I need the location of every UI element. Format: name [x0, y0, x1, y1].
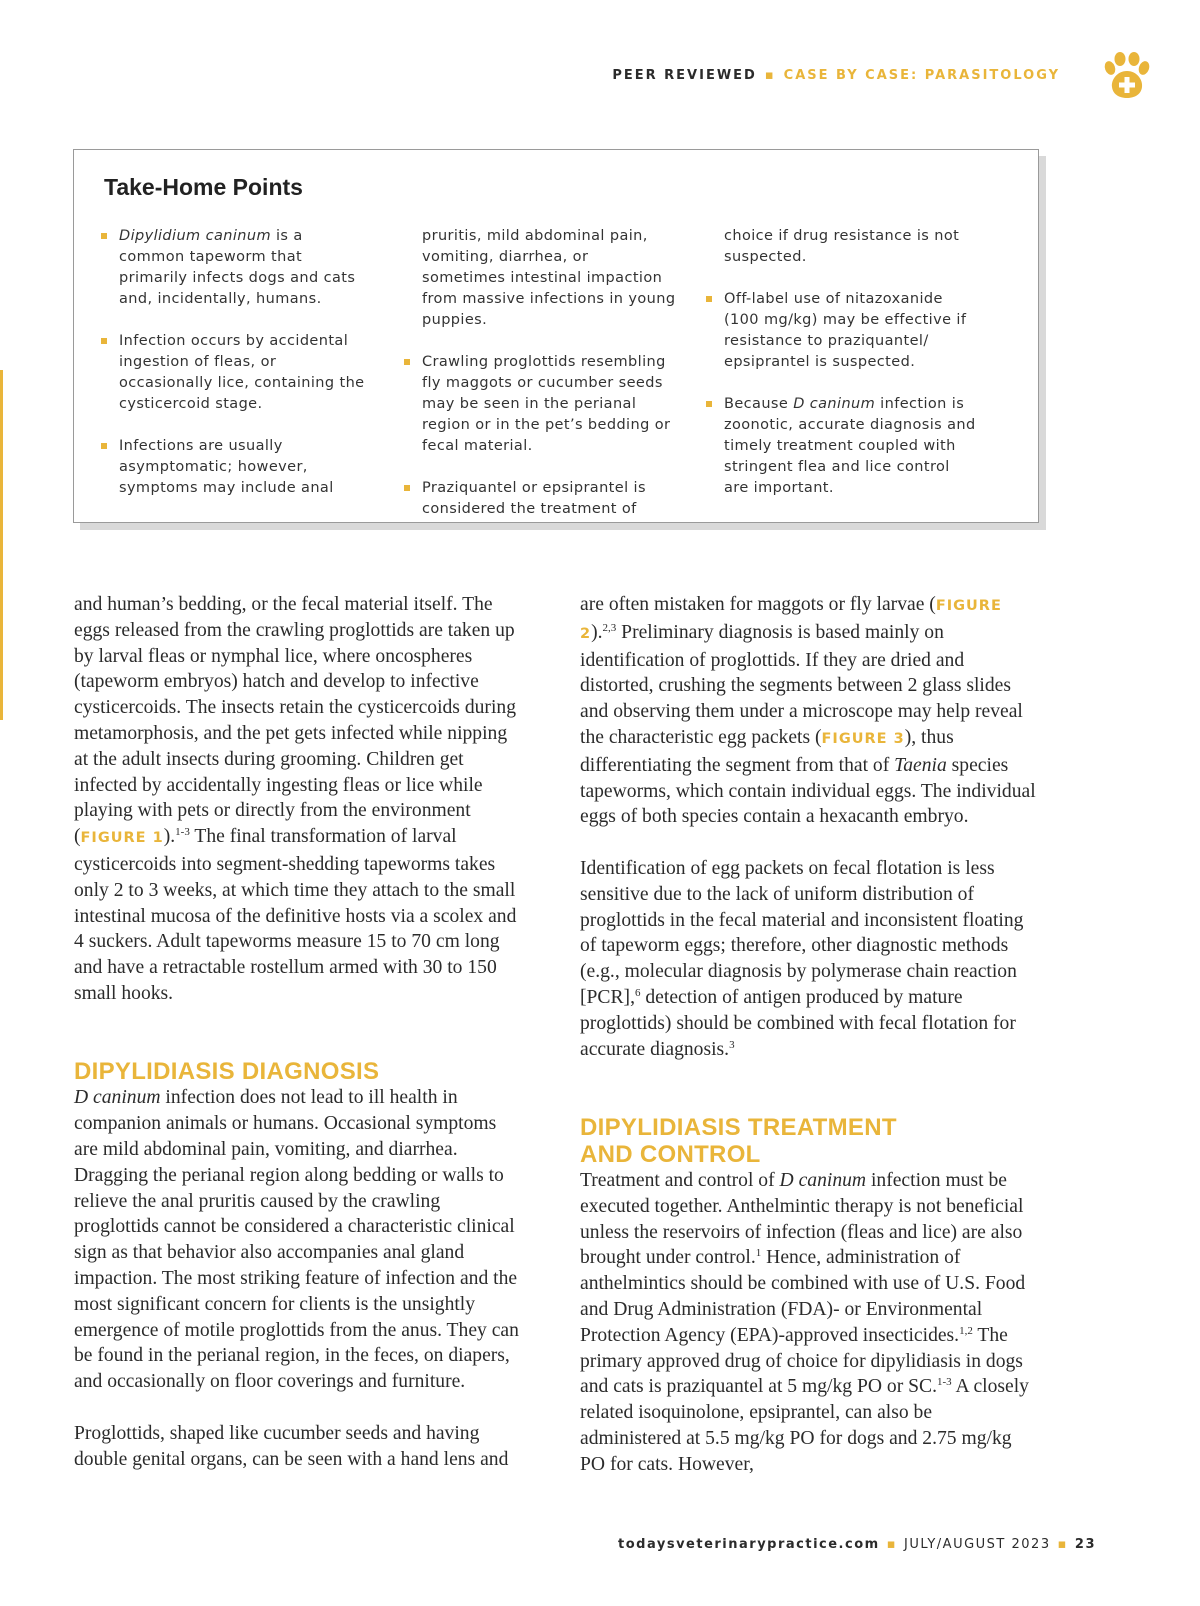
take-home-point-5-continued: choice if drug resistance is not suspected.: [724, 228, 960, 265]
citation-superscript: 2,3: [602, 621, 617, 634]
citation-superscript: 1-3: [936, 1376, 952, 1389]
take-home-column-3: [706, 226, 978, 520]
text-run: ).: [591, 621, 603, 643]
body-paragraph: [580, 856, 1036, 1062]
issue-date: JULY/AUGUST 2023: [904, 1537, 1051, 1552]
footer-separator: ▪: [1057, 1537, 1068, 1552]
text-run: Preliminary diagnosis is based mainly on identification of proglottids. If they are dried and distorted, crushing the segments between 2 glass slides and observing them under a microscope may help reveal the characteristic egg packets (: [580, 621, 1023, 748]
text-run: Hence, administration of anthelmintics should be combined with use of U.S. Food and Drug Administration (FDA)- or Environmental Protection Agency (EPA)-approved insecticides.: [580, 1247, 1026, 1346]
text-run: A closely related isoquinolone, epsiprantel, can also be administered at 5.5 mg/kg PO for dogs and 2.75 mg/kg PO for cats. However,: [580, 1376, 1029, 1475]
text-run: infection must be executed together. Anthelmintic therapy is not beneficial unless the reservoirs of infection (fleas and lice) are also brought under control.: [580, 1169, 1024, 1269]
section-label: CASE BY CASE: PARASITOLOGY: [783, 68, 1060, 83]
edge-accent-stripe: [0, 370, 3, 720]
figure-2-link[interactable]: FIGURE 2: [580, 598, 1002, 642]
take-home-point-1: [101, 226, 373, 310]
point-text: Because: [724, 396, 794, 412]
citation-superscript: 3: [729, 1038, 735, 1051]
header-separator: ▪: [764, 68, 776, 83]
body-paragraph: [580, 1168, 1036, 1478]
text-run: ), thus differentiating the segment from that of: [580, 726, 954, 776]
figure-1-link[interactable]: FIGURE 1: [80, 830, 164, 847]
species-name: Taenia: [894, 754, 947, 776]
diagnosis-heading: DIPYLIDIASIS DIAGNOSIS: [74, 1058, 380, 1086]
text-run: are often mistaken for maggots or fly larvae (: [580, 594, 936, 615]
text-run: and human’s bedding, or the fecal material itself. The eggs released from the crawling proglottids are taken up by larval fleas or nymphal lice, where oncospheres (tapeworm embryos) hatch and develop to infective cysticercoids. The insects retain the cysticercoids during metamorphosis, and the pet gets infected while nipping at the adult insects during grooming. Children get infected by accidentally ingesting fleas or lice while playing with pets or directly from the environment (: [74, 594, 516, 848]
article-column-right: [580, 592, 1036, 1503]
text-run: infection does not lead to ill health in companion animals or humans. Occasional symptoms are mild abdominal pain, vomiting, and diarrhea. Dragging the perianal region along bedding or walls to relieve the anal pruritis caused by the crawling proglottids cannot be considered a characteristic clinical sign as that behavior also accompanies anal gland impaction. The most striking feature of infection and the most significant concern for clients is the unsightly emergence of motile proglottids from the anus. They can be found in the perianal region, in the feces, on diapers, and occasionally on floor coverings and furniture.: [74, 1087, 519, 1393]
heading-line: AND CONTROL: [580, 1140, 761, 1168]
page-footer: [618, 1537, 1096, 1552]
page-number: 23: [1074, 1537, 1096, 1552]
text-run: species tapeworms, which contain individual eggs. The individual eggs of both species contain a hexacanth embryo.: [580, 754, 1036, 828]
running-header: [612, 68, 1060, 83]
take-home-point-5: Praziquantel or epsiprantel is considered the treatment of: [404, 478, 676, 520]
article-column-left: [74, 592, 524, 1498]
take-home-points-box: [73, 149, 1039, 523]
species-name: Dipylidium caninum: [119, 228, 271, 244]
heading-line: DIPYLIDIASIS TREATMENT: [580, 1113, 897, 1141]
text-run: The primary approved drug of choice for dipylidiasis in dogs and cats is praziquantel at 5 mg/kg PO or SC.: [580, 1324, 1023, 1398]
take-home-column-1: [101, 226, 373, 520]
species-name: D caninum: [779, 1169, 867, 1191]
text-run: Treatment and control of: [580, 1169, 780, 1191]
body-paragraph: [580, 592, 1036, 830]
take-home-point-3: Infections are usually asymptomatic; however, symptoms may include anal: [101, 436, 373, 499]
body-paragraph: [74, 1085, 524, 1395]
text-run: ).: [163, 826, 176, 848]
take-home-point-7: [706, 394, 978, 499]
text-run: Identification of egg packets on fecal flotation is less sensitive due to the lack of uniform distribution of proglottids in the fecal material and inconsistent floating of tapeworm eggs; therefore, other diagnostic methods (e.g., molecular diagnosis by polymerase chain reaction [PCR],: [580, 857, 1024, 1008]
citation-superscript: 6: [634, 986, 641, 999]
take-home-title: Take-Home Points: [104, 174, 303, 200]
take-home-point-3-continued: pruritis, mild abdominal pain, vomiting, diarrhea, or sometimes intestinal impaction from massive infections in young puppies.: [422, 228, 676, 328]
take-home-point-2: Infection occurs by accidental ingestion of fleas, or occasionally lice, containing the cysticercoid stage.: [101, 331, 373, 415]
citation-superscript: 1,2: [959, 1324, 973, 1337]
body-paragraph: Proglottids, shaped like cucumber seeds and having double genital organs, can be seen with a hand lens and: [74, 1422, 509, 1470]
text-run: The final transformation of larval cysticercoids into segment-shedding tapeworms takes only 2 to 3 weeks, at which time they attach to the small intestinal mucosa of the definitive hosts via a scolex and 4 suckers. Adult tapeworms measure 15 to 70 cm long and have a retractable rostellum armed with 30 to 150 small hooks.: [74, 826, 517, 1004]
paw-plus-icon: [1102, 52, 1152, 100]
peer-reviewed-label: PEER REVIEWED: [612, 68, 757, 83]
citation-superscript: 1: [755, 1247, 762, 1260]
citation-superscript: 1-3: [175, 826, 190, 839]
point-text: is a common tapeworm that primarily infects dogs and cats and, incidentally, humans.: [119, 228, 356, 307]
text-run: detection of antigen produced by mature proglottids) should be combined with fecal flotation for accurate diagnosis.: [580, 986, 1016, 1060]
take-home-point-6: Off-label use of nitazoxanide (100 mg/kg) may be effective if resistance to praziquantel/ epsiprantel is suspected.: [706, 289, 978, 373]
figure-3-link[interactable]: FIGURE 3: [821, 730, 905, 747]
take-home-point-4: Crawling proglottids resembling fly maggots or cucumber seeds may be seen in the perianal region or in the pet’s bedding or fecal material.: [404, 352, 676, 457]
take-home-column-2: [404, 226, 676, 541]
species-name: D caninum: [74, 1087, 161, 1109]
treatment-heading: [580, 1114, 1036, 1168]
species-name: D caninum: [793, 396, 876, 412]
body-paragraph: [74, 592, 524, 1007]
website-url[interactable]: todaysveterinarypractice.com: [618, 1537, 880, 1552]
point-text: infection is zoonotic, accurate diagnosis and timely treatment coupled with stringent flea and lice control are important.: [724, 396, 976, 496]
footer-separator: ▪: [886, 1537, 897, 1552]
